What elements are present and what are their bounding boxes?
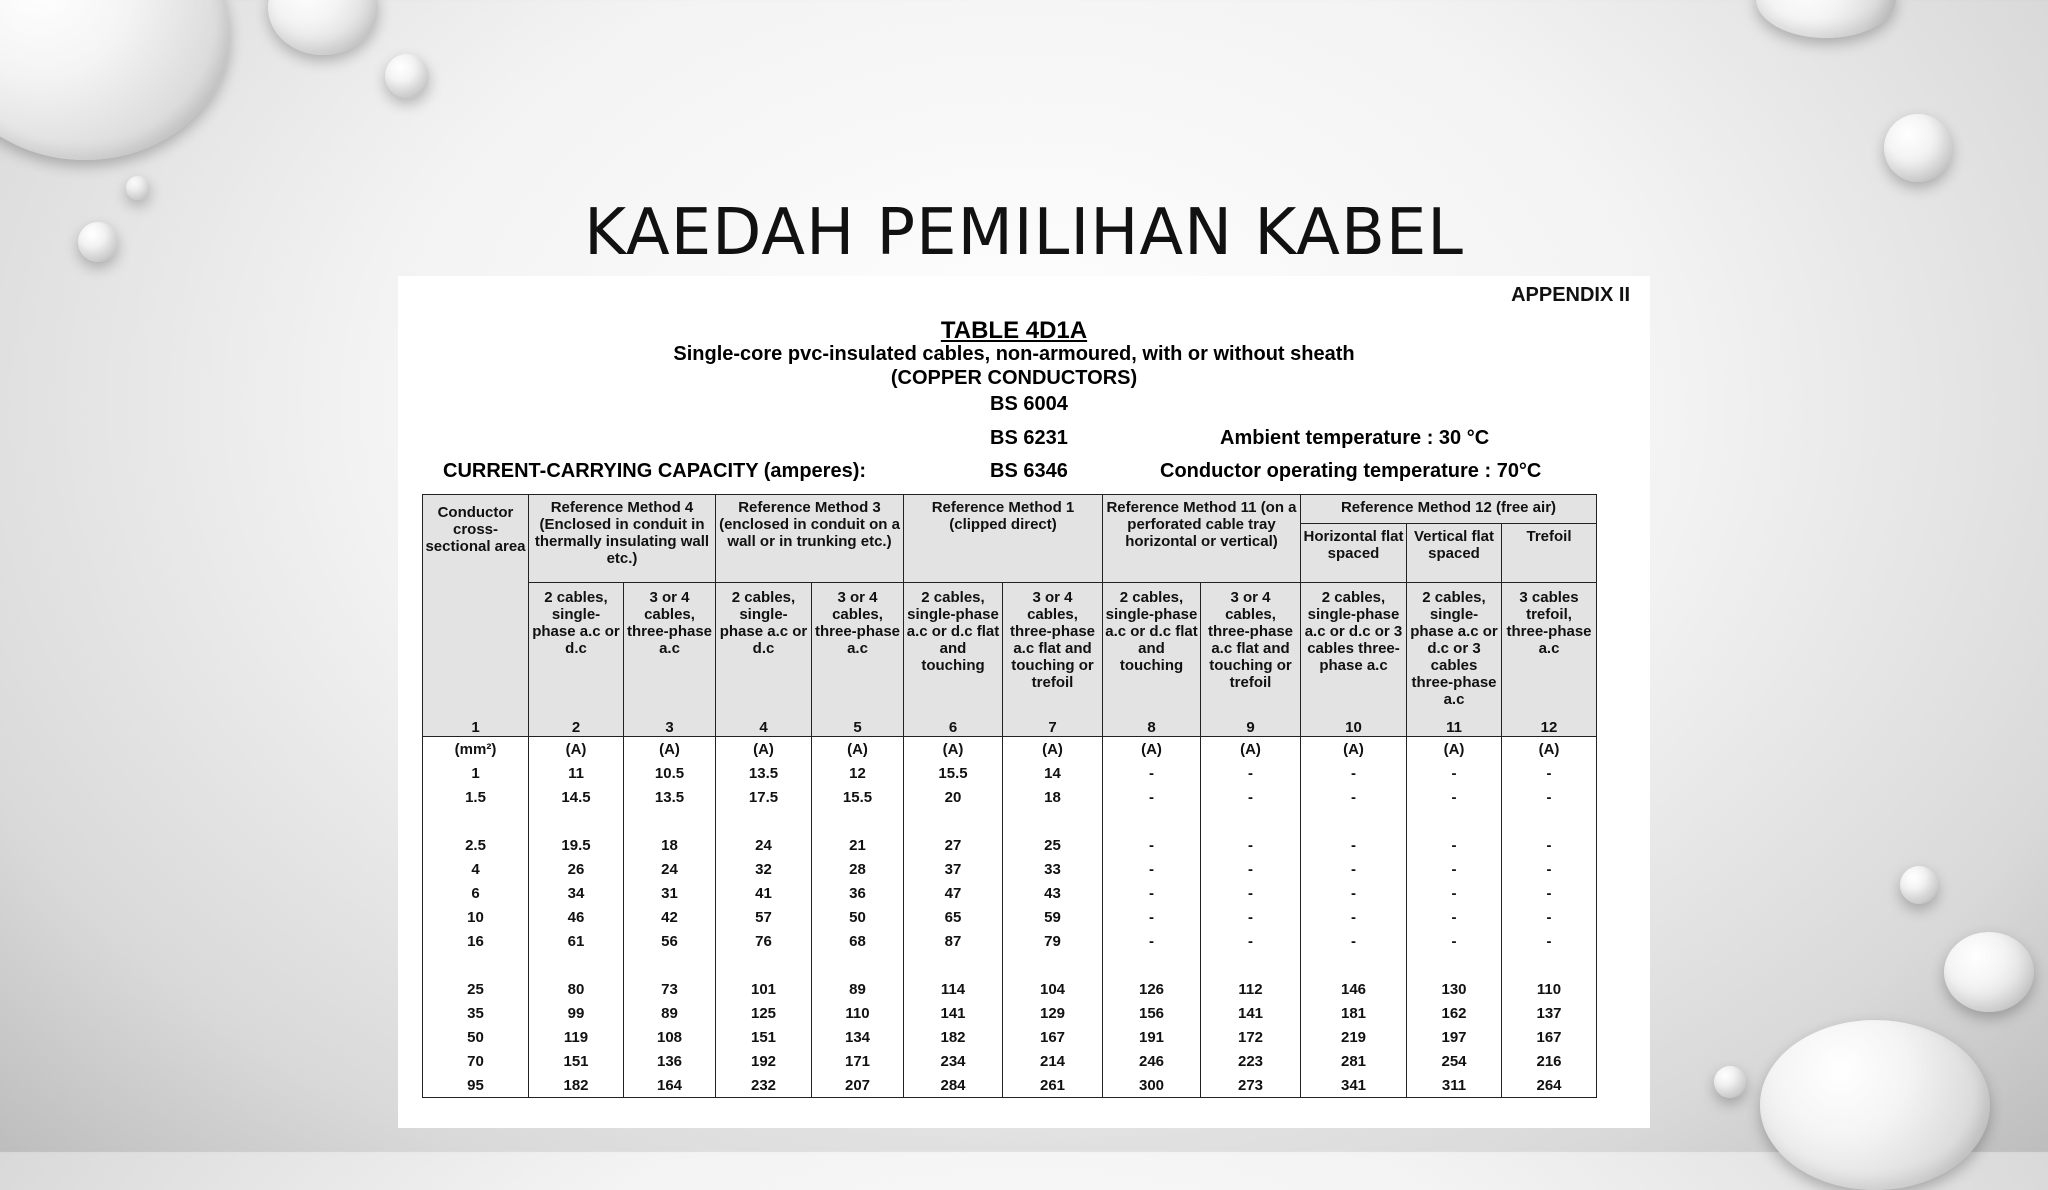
group-header-method-4: Reference Method 4 (Enclosed in conduit in thermally insulating wall etc.) [529, 495, 716, 583]
table-cell: - [1201, 761, 1301, 785]
table-cell: 130 [1407, 977, 1502, 1001]
table-cell: 80 [529, 977, 624, 1001]
table-cell: 28 [812, 857, 904, 881]
units-row [423, 737, 1597, 762]
table-cell: 24 [716, 833, 812, 857]
standard-bs6004: BS 6004 [990, 393, 1068, 415]
table-cell: - [1407, 881, 1502, 905]
table-cell: 10.5 [624, 761, 716, 785]
table-cell: 172 [1201, 1025, 1301, 1049]
table-row [423, 1025, 1597, 1049]
table-cell: 151 [529, 1049, 624, 1073]
table-cell: - [1502, 905, 1597, 929]
table-cell: 15.5 [812, 785, 904, 809]
table-cell: 4 [423, 857, 529, 881]
table-name: TABLE 4D1A [940, 317, 1088, 344]
table-cell: - [1201, 857, 1301, 881]
table-cell: 136 [624, 1049, 716, 1073]
water-droplet [385, 54, 429, 98]
table-cell: 73 [624, 977, 716, 1001]
table-row [423, 1001, 1597, 1025]
table-cell: 70 [423, 1049, 529, 1073]
table-cell: (A) [1301, 737, 1407, 762]
table-cell: - [1201, 929, 1301, 953]
table-cell: 14 [1003, 761, 1103, 785]
table-cell: 2.5 [423, 833, 529, 857]
standard-bs6231: BS 6231 [990, 427, 1068, 449]
table-cell: 13.5 [716, 761, 812, 785]
table-cell: 12 [812, 761, 904, 785]
table-row [423, 929, 1597, 953]
table-cell: 112 [1201, 977, 1301, 1001]
table-cell: - [1301, 881, 1407, 905]
table-cell: - [1301, 785, 1407, 809]
table-cell: 167 [1003, 1025, 1103, 1049]
spacer-row [423, 809, 1597, 833]
table-cell: 141 [904, 1001, 1003, 1025]
table-cell: - [1407, 929, 1502, 953]
table-cell: (A) [1103, 737, 1201, 762]
table-cell: - [1502, 785, 1597, 809]
table-cell: 101 [716, 977, 812, 1001]
table-cell: 46 [529, 905, 624, 929]
table-cell: - [1502, 761, 1597, 785]
water-droplet [268, 0, 378, 55]
table-cell: 11 [529, 761, 624, 785]
table-cell: 25 [423, 977, 529, 1001]
table-cell: 216 [1502, 1049, 1597, 1073]
table-cell: 246 [1103, 1049, 1201, 1073]
table-cell: 26 [529, 857, 624, 881]
table-cell: (A) [1201, 737, 1301, 762]
table-cell: - [1301, 929, 1407, 953]
water-droplet [1760, 1020, 1990, 1190]
table-cell: 223 [1201, 1049, 1301, 1073]
table-cell: 61 [529, 929, 624, 953]
table-row [423, 833, 1597, 857]
table-cell: (A) [812, 737, 904, 762]
table-cell: 27 [904, 833, 1003, 857]
table-row [423, 1073, 1597, 1098]
table-cell: 197 [1407, 1025, 1502, 1049]
water-droplet [1944, 932, 2034, 1012]
table-cell: 31 [624, 881, 716, 905]
table-cell: 261 [1003, 1073, 1103, 1098]
table-cell: 181 [1301, 1001, 1407, 1025]
table-cell: (A) [716, 737, 812, 762]
table-cell: 1.5 [423, 785, 529, 809]
table-cell: - [1201, 881, 1301, 905]
table-cell: 114 [904, 977, 1003, 1001]
group-header-method-1: Reference Method 1 (clipped direct) [904, 495, 1103, 583]
table-cell: 89 [812, 977, 904, 1001]
table-cell: (A) [1407, 737, 1502, 762]
table-cell: 171 [812, 1049, 904, 1073]
table-cell: 76 [716, 929, 812, 953]
table-cell: - [1407, 761, 1502, 785]
table-cell: - [1407, 785, 1502, 809]
table-cell: 35 [423, 1001, 529, 1025]
table-cell: (mm²) [423, 737, 529, 762]
group-header-method-12: Reference Method 12 (free air) [1301, 495, 1597, 524]
table-cell: 264 [1502, 1073, 1597, 1098]
operating-temperature: Conductor operating temperature : 70°C [1160, 460, 1542, 482]
table-cell: - [1407, 905, 1502, 929]
table-cell: 119 [529, 1025, 624, 1049]
table-cell: 311 [1407, 1073, 1502, 1098]
water-droplet [1900, 866, 1938, 904]
table-cell: 19.5 [529, 833, 624, 857]
table-row [423, 785, 1597, 809]
table-row [423, 881, 1597, 905]
table-cell: 219 [1301, 1025, 1407, 1049]
table-cell: 281 [1301, 1049, 1407, 1073]
table-cell: 42 [624, 905, 716, 929]
table-cell: 43 [1003, 881, 1103, 905]
table-cell: 25 [1003, 833, 1103, 857]
capacity-label: CURRENT-CARRYING CAPACITY (amperes): [443, 460, 867, 482]
table-cell: 284 [904, 1073, 1003, 1098]
table-cell: 57 [716, 905, 812, 929]
table-cell: 37 [904, 857, 1003, 881]
table-cell: 34 [529, 881, 624, 905]
table-cell: 126 [1103, 977, 1201, 1001]
table-cell: 36 [812, 881, 904, 905]
table-cell: 16 [423, 929, 529, 953]
table-cell: 151 [716, 1025, 812, 1049]
table-cell: 254 [1407, 1049, 1502, 1073]
table-cell: 89 [624, 1001, 716, 1025]
table-cell: 65 [904, 905, 1003, 929]
subgroup-vertical-flat-spaced: Vertical flat spaced [1407, 524, 1502, 583]
subheader-row: 2 cables, single-phase a.c or d.c 2 3 or 4 cables, three-phase a.c 3 2 cables, single-phase a.c or d.c 4 3 or 4 cables, three-phase a.c 5 2 cables, single-phase a.c or d.c flat and touching 6 3 or 4 cables, three-phase a.c flat and touching or trefoil 7 2 cables, single-phase a.c or d.c flat and touching 8 3 or 4 cables, three-phase a.c flat and touching or trefoil 9 2 cables, single-phase a.c or d.c or 3 cables three-phase a.c 10 2 cables, single-phase a.c or d.c or 3 cables three-phase a.c 11 3 cables trefoil, three-phase a.c 12 [423, 583, 1597, 737]
table-cell: - [1103, 929, 1201, 953]
table-cell: 41 [716, 881, 812, 905]
table-cell: - [1201, 785, 1301, 809]
table-cell: - [1103, 905, 1201, 929]
table-cell: 164 [624, 1073, 716, 1098]
table-cell: - [1502, 833, 1597, 857]
table-cell: (A) [1003, 737, 1103, 762]
table-cell: - [1407, 833, 1502, 857]
table-cell: 273 [1201, 1073, 1301, 1098]
table-cell: 110 [1502, 977, 1597, 1001]
ambient-temperature: Ambient temperature : 30 °C [1220, 427, 1490, 449]
capacity-table [422, 494, 1597, 1098]
table-cell: 108 [624, 1025, 716, 1049]
table-cell: 68 [812, 929, 904, 953]
table-row [423, 1049, 1597, 1073]
table-cell: 99 [529, 1001, 624, 1025]
table-cell: 104 [1003, 977, 1103, 1001]
table-cell: 18 [1003, 785, 1103, 809]
table-cell: 17.5 [716, 785, 812, 809]
table-cell: - [1301, 833, 1407, 857]
water-droplet [1714, 1066, 1746, 1098]
table-cell: 214 [1003, 1049, 1103, 1073]
table-cell: 87 [904, 929, 1003, 953]
table-cell: 134 [812, 1025, 904, 1049]
table-cell: 341 [1301, 1073, 1407, 1098]
table-cell: - [1502, 857, 1597, 881]
table-row [423, 977, 1597, 1001]
conductor-area-header: Conductor cross-sectional area 1 [423, 495, 529, 737]
table-cell: - [1103, 881, 1201, 905]
table-cell: 24 [624, 857, 716, 881]
table-cell: - [1301, 857, 1407, 881]
spacer-row [423, 953, 1597, 977]
table-cell: 59 [1003, 905, 1103, 929]
table-cell: - [1103, 761, 1201, 785]
table-cell: 50 [812, 905, 904, 929]
table-cell: 15.5 [904, 761, 1003, 785]
table-cell: - [1103, 857, 1201, 881]
table-cell: 18 [624, 833, 716, 857]
table-cell: 14.5 [529, 785, 624, 809]
scanned-document [398, 276, 1650, 1128]
table-cell: - [1301, 905, 1407, 929]
table-cell: - [1103, 833, 1201, 857]
table-cell: 234 [904, 1049, 1003, 1073]
table-cell: 146 [1301, 977, 1407, 1001]
table-cell: 300 [1103, 1073, 1201, 1098]
table-cell: (A) [529, 737, 624, 762]
table-cell: 21 [812, 833, 904, 857]
table-cell: 137 [1502, 1001, 1597, 1025]
table-cell: 20 [904, 785, 1003, 809]
table-row [423, 761, 1597, 785]
table-cell: 191 [1103, 1025, 1201, 1049]
table-cell: 167 [1502, 1025, 1597, 1049]
table-cell: - [1502, 881, 1597, 905]
table-cell: 207 [812, 1073, 904, 1098]
table-cell: - [1301, 761, 1407, 785]
standard-bs6346: BS 6346 [990, 460, 1068, 482]
table-subtitle-2: (COPPER CONDUCTORS) [890, 367, 1138, 389]
table-cell: 110 [812, 1001, 904, 1025]
table-subtitle: Single-core pvc-insulated cables, non-armoured, with or without sheath [673, 343, 1355, 365]
table-cell: 95 [423, 1073, 529, 1098]
table-cell: 182 [529, 1073, 624, 1098]
table-cell: 47 [904, 881, 1003, 905]
appendix-label: APPENDIX II [1511, 284, 1630, 306]
table-cell: 156 [1103, 1001, 1201, 1025]
table-row [423, 857, 1597, 881]
table-cell: (A) [904, 737, 1003, 762]
table-cell: (A) [1502, 737, 1597, 762]
table-cell: 56 [624, 929, 716, 953]
table-cell: 141 [1201, 1001, 1301, 1025]
table-row [423, 905, 1597, 929]
table-cell: 232 [716, 1073, 812, 1098]
table-cell: - [1103, 785, 1201, 809]
table-cell: 33 [1003, 857, 1103, 881]
table-cell: 13.5 [624, 785, 716, 809]
group-header-method-11: Reference Method 11 (on a perforated cable tray horizontal or vertical) [1103, 495, 1301, 583]
table-cell: - [1201, 905, 1301, 929]
table-cell: 162 [1407, 1001, 1502, 1025]
subgroup-horizontal-flat-spaced: Horizontal flat spaced [1301, 524, 1407, 583]
table-cell: 1 [423, 761, 529, 785]
table-cell: 129 [1003, 1001, 1103, 1025]
table-cell: 182 [904, 1025, 1003, 1049]
table-cell: 79 [1003, 929, 1103, 953]
table-cell: - [1201, 833, 1301, 857]
group-header-method-3: Reference Method 3 (enclosed in conduit on a wall or in trunking etc.) [716, 495, 904, 583]
table-cell: - [1407, 857, 1502, 881]
table-cell: 192 [716, 1049, 812, 1073]
table-cell: (A) [624, 737, 716, 762]
table-cell: 6 [423, 881, 529, 905]
water-droplet [0, 0, 230, 160]
slide-title: KAEDAH PEMILIHAN KABEL [584, 196, 1464, 270]
table-cell: 32 [716, 857, 812, 881]
table-cell: 50 [423, 1025, 529, 1049]
table-cell: 10 [423, 905, 529, 929]
water-droplet [1756, 0, 1896, 38]
table-cell: 125 [716, 1001, 812, 1025]
water-droplet [1884, 114, 1952, 182]
subgroup-trefoil: Trefoil [1502, 524, 1597, 583]
table-cell: - [1502, 929, 1597, 953]
